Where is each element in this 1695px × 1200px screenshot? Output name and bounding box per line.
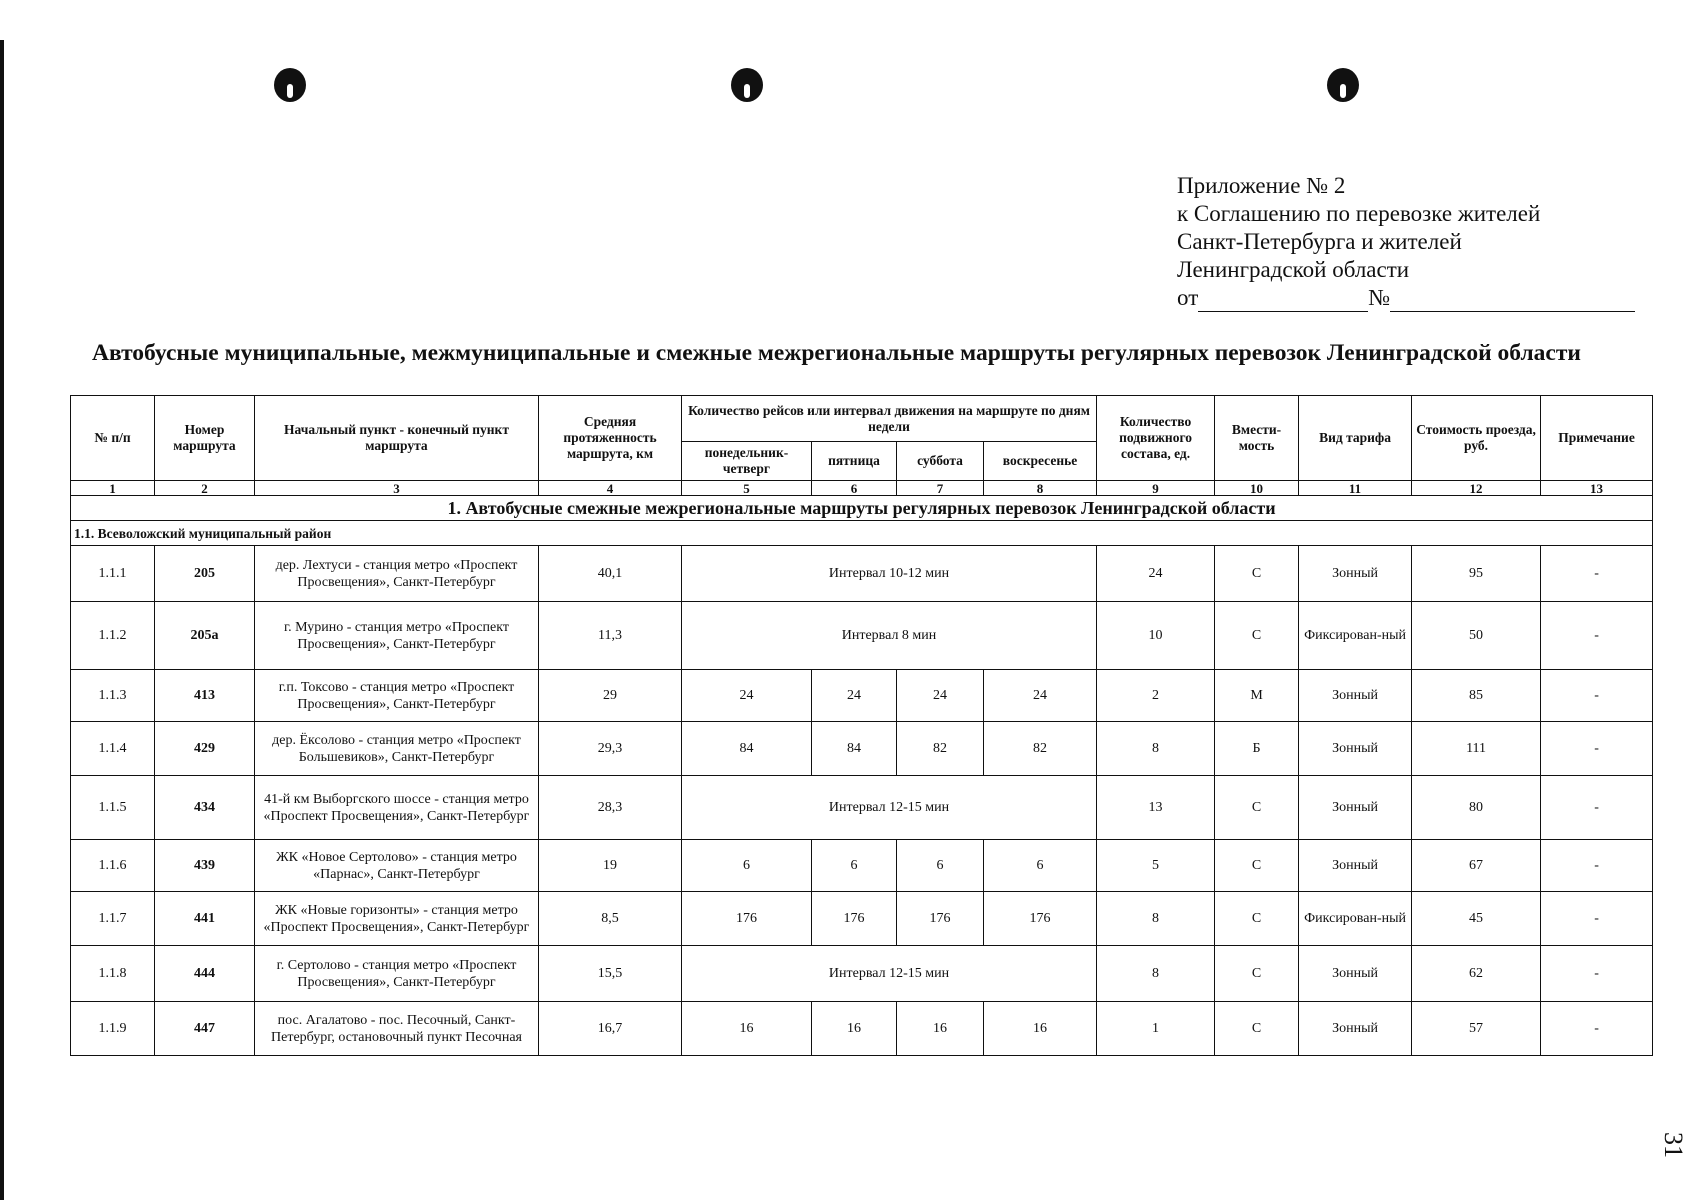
fleet-cell: 2 xyxy=(1097,670,1215,722)
capacity-cell: С xyxy=(1215,892,1299,946)
section-row xyxy=(71,496,1653,521)
trips-saturday-cell: 16 xyxy=(897,1002,984,1056)
route-path-cell: ЖК «Новые горизонты» - станция метро «Проспект Просвещения», Санкт-Петербург xyxy=(255,892,539,946)
route-path-cell: дер. Ёксолово - станция метро «Проспект Большевиков», Санкт-Петербург xyxy=(255,722,539,776)
fleet-cell: 24 xyxy=(1097,546,1215,602)
price-cell: 111 xyxy=(1412,722,1541,776)
punch-hole-icon xyxy=(274,68,306,102)
price-cell: 50 xyxy=(1412,602,1541,670)
trips-friday-cell: 24 xyxy=(812,670,897,722)
note-cell: - xyxy=(1541,946,1653,1002)
note-cell: - xyxy=(1541,776,1653,840)
price-cell: 80 xyxy=(1412,776,1541,840)
column-number: 12 xyxy=(1412,481,1541,496)
appendix-line: Ленинградской области xyxy=(1177,257,1410,282)
tariff-cell: Зонный xyxy=(1299,1002,1412,1056)
length-cell: 19 xyxy=(539,840,682,892)
length-cell: 28,3 xyxy=(539,776,682,840)
trips-friday-cell: 84 xyxy=(812,722,897,776)
price-cell: 67 xyxy=(1412,840,1541,892)
number-label: № xyxy=(1368,285,1391,310)
route-number-cell: 434 xyxy=(155,776,255,840)
table-row xyxy=(71,722,1653,776)
length-cell: 8,5 xyxy=(539,892,682,946)
header-note: Примечание xyxy=(1541,396,1653,481)
route-path-cell: 41-й км Выборгского шоссе - станция метро «Проспект Просвещения», Санкт-Петербург xyxy=(255,776,539,840)
route-path-cell: г. Мурино - станция метро «Проспект Просвещения», Санкт-Петербург xyxy=(255,602,539,670)
header-index: № п/п xyxy=(71,396,155,481)
appendix-header xyxy=(1177,172,1635,312)
appendix-line: Приложение № 2 xyxy=(1177,173,1346,198)
interval-cell: Интервал 8 мин xyxy=(682,602,1097,670)
fleet-cell: 8 xyxy=(1097,946,1215,1002)
number-blank xyxy=(1390,289,1635,312)
column-number: 10 xyxy=(1215,481,1299,496)
row-index-cell: 1.1.8 xyxy=(71,946,155,1002)
document-title: Автобусные муниципальные, межмуниципальные и смежные межрегиональные маршруты регулярных перевозок Ленинградской области xyxy=(92,340,1581,366)
length-cell: 29 xyxy=(539,670,682,722)
capacity-cell: С xyxy=(1215,776,1299,840)
trips-mon-thu-cell: 6 xyxy=(682,840,812,892)
note-cell: - xyxy=(1541,722,1653,776)
tariff-cell: Зонный xyxy=(1299,546,1412,602)
routes-table xyxy=(70,395,1653,1056)
row-index-cell: 1.1.2 xyxy=(71,602,155,670)
column-number-row xyxy=(71,481,1653,496)
trips-mon-thu-cell: 24 xyxy=(682,670,812,722)
route-path-cell: дер. Лехтуси - станция метро «Проспект Просвещения», Санкт-Петербург xyxy=(255,546,539,602)
route-path-cell: ЖК «Новое Сертолово» - станция метро «Парнас», Санкт-Петербург xyxy=(255,840,539,892)
price-cell: 57 xyxy=(1412,1002,1541,1056)
section-title: 1. Автобусные смежные межрегиональные маршруты регулярных перевозок Ленинградской области xyxy=(71,496,1653,521)
header-route-path: Начальный пункт - конечный пункт маршрута xyxy=(255,396,539,481)
route-number-cell: 205 xyxy=(155,546,255,602)
tariff-cell: Зонный xyxy=(1299,670,1412,722)
interval-cell: Интервал 12-15 мин xyxy=(682,776,1097,840)
tariff-cell: Фиксирован-ный xyxy=(1299,602,1412,670)
route-path-cell: г.п. Токсово - станция метро «Проспект Просвещения», Санкт-Петербург xyxy=(255,670,539,722)
tariff-cell: Зонный xyxy=(1299,946,1412,1002)
table-row xyxy=(71,840,1653,892)
note-cell: - xyxy=(1541,840,1653,892)
trips-sunday-cell: 16 xyxy=(984,1002,1097,1056)
tariff-cell: Зонный xyxy=(1299,840,1412,892)
punch-hole-icon xyxy=(731,68,763,102)
tariff-cell: Зонный xyxy=(1299,722,1412,776)
trips-saturday-cell: 176 xyxy=(897,892,984,946)
header-trips-group: Количество рейсов или интервал движения на маршруте по дням недели xyxy=(682,396,1097,442)
trips-saturday-cell: 82 xyxy=(897,722,984,776)
row-index-cell: 1.1.1 xyxy=(71,546,155,602)
table-row xyxy=(71,602,1653,670)
column-number: 7 xyxy=(897,481,984,496)
trips-sunday-cell: 6 xyxy=(984,840,1097,892)
trips-sunday-cell: 24 xyxy=(984,670,1097,722)
length-cell: 40,1 xyxy=(539,546,682,602)
note-cell: - xyxy=(1541,546,1653,602)
trips-saturday-cell: 24 xyxy=(897,670,984,722)
note-cell: - xyxy=(1541,892,1653,946)
capacity-cell: М xyxy=(1215,670,1299,722)
route-number-cell: 413 xyxy=(155,670,255,722)
district-title: 1.1. Всеволожский муниципальный район xyxy=(71,521,1653,546)
table-row xyxy=(71,546,1653,602)
length-cell: 16,7 xyxy=(539,1002,682,1056)
header-saturday: суббота xyxy=(897,442,984,481)
row-index-cell: 1.1.3 xyxy=(71,670,155,722)
column-number: 6 xyxy=(812,481,897,496)
fleet-cell: 1 xyxy=(1097,1002,1215,1056)
header-mon-thu: понедельник-четверг xyxy=(682,442,812,481)
fleet-cell: 10 xyxy=(1097,602,1215,670)
trips-mon-thu-cell: 176 xyxy=(682,892,812,946)
header-price: Стоимость проезда, руб. xyxy=(1412,396,1541,481)
trips-saturday-cell: 6 xyxy=(897,840,984,892)
column-number: 9 xyxy=(1097,481,1215,496)
route-number-cell: 205а xyxy=(155,602,255,670)
tariff-cell: Зонный xyxy=(1299,776,1412,840)
route-number-cell: 439 xyxy=(155,840,255,892)
tariff-cell: Фиксирован-ный xyxy=(1299,892,1412,946)
appendix-line: Санкт-Петербурга и жителей xyxy=(1177,229,1462,254)
trips-mon-thu-cell: 84 xyxy=(682,722,812,776)
district-row xyxy=(71,521,1653,546)
fleet-cell: 13 xyxy=(1097,776,1215,840)
row-index-cell: 1.1.5 xyxy=(71,776,155,840)
header-tariff: Вид тарифа xyxy=(1299,396,1412,481)
header-route-number: Номер маршрута xyxy=(155,396,255,481)
capacity-cell: С xyxy=(1215,546,1299,602)
table-row xyxy=(71,892,1653,946)
interval-cell: Интервал 12-15 мин xyxy=(682,946,1097,1002)
appendix-date-line xyxy=(1177,284,1635,312)
trips-sunday-cell: 176 xyxy=(984,892,1097,946)
table-row xyxy=(71,1002,1653,1056)
column-number: 3 xyxy=(255,481,539,496)
table-row xyxy=(71,776,1653,840)
length-cell: 11,3 xyxy=(539,602,682,670)
capacity-cell: С xyxy=(1215,1002,1299,1056)
route-number-cell: 444 xyxy=(155,946,255,1002)
column-number: 1 xyxy=(71,481,155,496)
date-blank xyxy=(1198,289,1368,312)
punch-hole-icon xyxy=(1327,68,1359,102)
price-cell: 95 xyxy=(1412,546,1541,602)
route-number-cell: 447 xyxy=(155,1002,255,1056)
note-cell: - xyxy=(1541,670,1653,722)
capacity-cell: С xyxy=(1215,946,1299,1002)
column-number: 8 xyxy=(984,481,1097,496)
page-number: 31 xyxy=(1659,1132,1688,1158)
price-cell: 62 xyxy=(1412,946,1541,1002)
table-row xyxy=(71,670,1653,722)
row-index-cell: 1.1.4 xyxy=(71,722,155,776)
capacity-cell: С xyxy=(1215,602,1299,670)
route-path-cell: г. Сертолово - станция метро «Проспект Просвещения», Санкт-Петербург xyxy=(255,946,539,1002)
column-number: 11 xyxy=(1299,481,1412,496)
header-capacity: Вмести-мость xyxy=(1215,396,1299,481)
page-left-edge xyxy=(0,40,4,1200)
trips-friday-cell: 16 xyxy=(812,1002,897,1056)
route-number-cell: 429 xyxy=(155,722,255,776)
trips-mon-thu-cell: 16 xyxy=(682,1002,812,1056)
appendix-line: к Соглашению по перевозке жителей xyxy=(1177,201,1541,226)
row-index-cell: 1.1.7 xyxy=(71,892,155,946)
interval-cell: Интервал 10-12 мин xyxy=(682,546,1097,602)
fleet-cell: 8 xyxy=(1097,722,1215,776)
fleet-cell: 8 xyxy=(1097,892,1215,946)
note-cell: - xyxy=(1541,1002,1653,1056)
header-sunday: воскресенье xyxy=(984,442,1097,481)
row-index-cell: 1.1.6 xyxy=(71,840,155,892)
table-row xyxy=(71,946,1653,1002)
header-length: Средняя протяженность маршрута, км xyxy=(539,396,682,481)
trips-friday-cell: 6 xyxy=(812,840,897,892)
trips-sunday-cell: 82 xyxy=(984,722,1097,776)
column-number: 13 xyxy=(1541,481,1653,496)
column-number: 5 xyxy=(682,481,812,496)
header-fleet: Количество подвижного состава, ед. xyxy=(1097,396,1215,481)
row-index-cell: 1.1.9 xyxy=(71,1002,155,1056)
header-friday: пятница xyxy=(812,442,897,481)
length-cell: 29,3 xyxy=(539,722,682,776)
route-path-cell: пос. Агалатово - пос. Песочный, Санкт-Петербург, остановочный пункт Песочная xyxy=(255,1002,539,1056)
column-number: 4 xyxy=(539,481,682,496)
trips-friday-cell: 176 xyxy=(812,892,897,946)
length-cell: 15,5 xyxy=(539,946,682,1002)
price-cell: 45 xyxy=(1412,892,1541,946)
fleet-cell: 5 xyxy=(1097,840,1215,892)
from-label: от xyxy=(1177,285,1199,310)
column-number: 2 xyxy=(155,481,255,496)
capacity-cell: Б xyxy=(1215,722,1299,776)
route-number-cell: 441 xyxy=(155,892,255,946)
note-cell: - xyxy=(1541,602,1653,670)
price-cell: 85 xyxy=(1412,670,1541,722)
capacity-cell: С xyxy=(1215,840,1299,892)
